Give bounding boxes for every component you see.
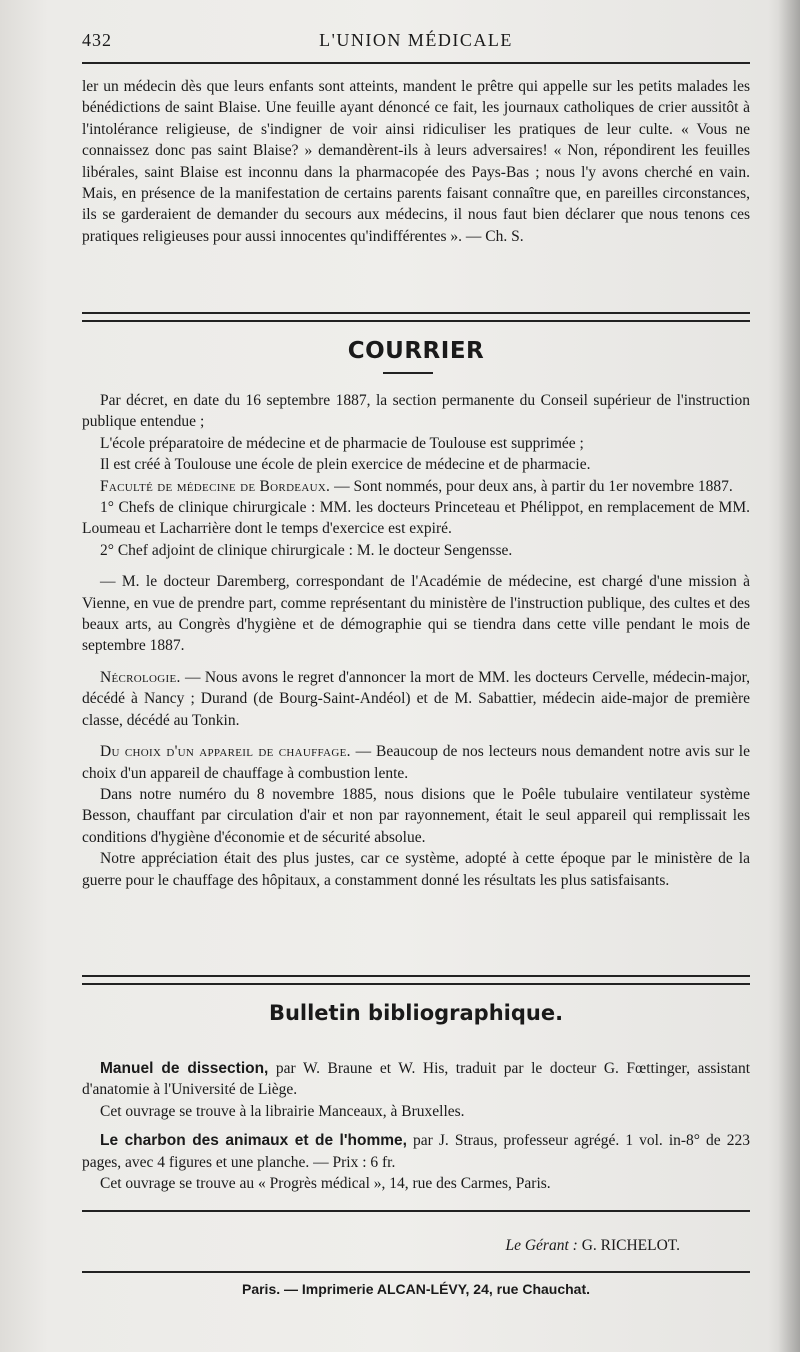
running-header (82, 30, 750, 54)
courrier-paragraph: L'école préparatoire de médecine et de pharmacie de Toulouse est supprimée ; (100, 434, 584, 452)
bulletin-entry (82, 1130, 750, 1173)
courrier-paragraph (82, 741, 750, 784)
journal-title: L'UNION MÉDICALE (319, 30, 513, 50)
courrier-paragraph (82, 667, 750, 731)
necrology-heading: Nécrologie. (100, 668, 181, 686)
header-rule (82, 62, 750, 64)
courrier-paragraph: Notre appréciation était des plus justes, car ce système, adopté à cette époque par le ministère de la guerre pour le chauffage des hôpitaux, a constamment donné les résultats les plus satisfaisants. (82, 850, 750, 889)
faculty-heading: Faculté de médecine de Bordeaux. (100, 477, 331, 495)
bulletin-body (82, 1058, 750, 1194)
signature-name: G. RICHELOT. (581, 1237, 680, 1254)
book-title: Le charbon des animaux et de l'homme, (100, 1132, 407, 1150)
bulletin-entry (82, 1058, 750, 1101)
bulletin-entry: Cet ouvrage se trouve à la librairie Manceaux, à Bruxelles. (100, 1102, 465, 1120)
bulletin-entry: Cet ouvrage se trouve au « Progrès médical », 14, rue des Carmes, Paris. (100, 1175, 551, 1193)
courrier-paragraph: Par décret, en date du 16 septembre 1887, la section permanente du Conseil supérieur de l'instruction publique entendue ; (82, 392, 750, 431)
courrier-paragraph: — M. le docteur Daremberg, correspondant de l'Académie de médecine, est chargé d'une mission à Vienne, en vue de prendre part, comme représentant du ministère de l'instruction publique, des cultes et des beaux arts, au Congrès d'hygiène et de démographie qui se tiendra dans cette ville pendant le mois de septembre 1887. (82, 573, 750, 655)
page-number: 432 (82, 30, 112, 50)
page-edge-shadow (778, 0, 800, 1352)
title-underline (383, 372, 433, 374)
heating-text: — Beaucoup de nos lecteurs nous demandent notre avis sur le choix d'un appareil de chauffage à combustion lente. (82, 743, 750, 782)
imprint-rule (82, 1271, 750, 1273)
section-divider (82, 312, 750, 322)
imprint-line: Paris. — Imprimerie ALCAN-LÉVY, 24, rue Chauchat. (241, 1281, 591, 1297)
book-title: Manuel de dissection, (100, 1060, 269, 1077)
faculty-text: — Sont nommés, pour deux ans, à partir du 1er novembre 1887. (330, 477, 733, 495)
intro-paragraph (82, 76, 750, 247)
courrier-title: COURRIER (347, 338, 485, 364)
section-divider (82, 975, 750, 985)
heating-heading: Du choix d'un appareil de chauffage. (100, 743, 351, 761)
courrier-paragraph: 1° Chefs de clinique chirurgicale : MM. les docteurs Princeteau et Phélippot, en remplacement de MM. Loumeau et Lacharrière dont le temps d'exercice est expiré. (82, 499, 750, 538)
signature (505, 1237, 680, 1255)
book-details: par J. Straus, professeur agrégé. 1 vol. in-8° de 223 pages, avec 4 figures et une planche. — Prix : 6 fr. (82, 1132, 750, 1171)
bulletin-title: Bulletin bibliographique. (268, 1001, 564, 1025)
footer-rule (82, 1210, 750, 1212)
courrier-paragraph (82, 476, 750, 497)
courrier-body (82, 390, 750, 891)
necrology-text: — Nous avons le regret d'annoncer la mort de MM. les docteurs Cervelle, médecin-major, décédé à Nancy ; Durand (de Bourg-Saint-Andéol) et de M. Sabattier, médecin aide-major de première classe, décédé au Tonkin. (82, 668, 750, 729)
book-details: par W. Braune et W. His, traduit par le docteur G. Fœttinger, assistant d'anatomie à l'Université de Liège. (82, 1060, 750, 1099)
intro-text: ler un médecin dès que leurs enfants sont atteints, mandent le prêtre qui appelle sur les petits malades les bénédictions de saint Blaise. Une feuille ayant dénoncé ce fait, les journaux catholiques de crier aussitôt à l'intolérance religieuse, de s'indigner de voir ainsi ridiculiser les pratiques de leur culte. « Vous ne connaissez donc pas saint Blaise? » demandèrent-ils à leurs adversaires! « Non, répondirent les feuilles libérales, saint Blaise est inconnu dans la pharmacopée des Pays-Bas ; nous l'y avons cherché en vain. Mais, en présence de la manifestation de certains parents faisant connaître que, en pareilles circonstances, ils se garderaient de demander du secours aux médecins, il nous faut bien déclarer que nous tenons ces pratiques religieuses pour aussi innocentes qu'indifférentes ». — Ch. S. (82, 78, 750, 245)
courrier-paragraph: Il est créé à Toulouse une école de plein exercice de médecine et de pharmacie. (100, 456, 591, 474)
signature-label: Le Gérant : (505, 1237, 578, 1254)
courrier-paragraph: Dans notre numéro du 8 novembre 1885, nous disions que le Poêle tubulaire ventilateur système Besson, chauffant par circulation d'air et non par rayonnement, était le seul appareil qui remplissait les conditions d'hygiène d'économie et de sécurité absolue. (82, 785, 750, 846)
courrier-paragraph: 2° Chef adjoint de clinique chirurgicale : M. le docteur Sengensse. (100, 541, 513, 559)
